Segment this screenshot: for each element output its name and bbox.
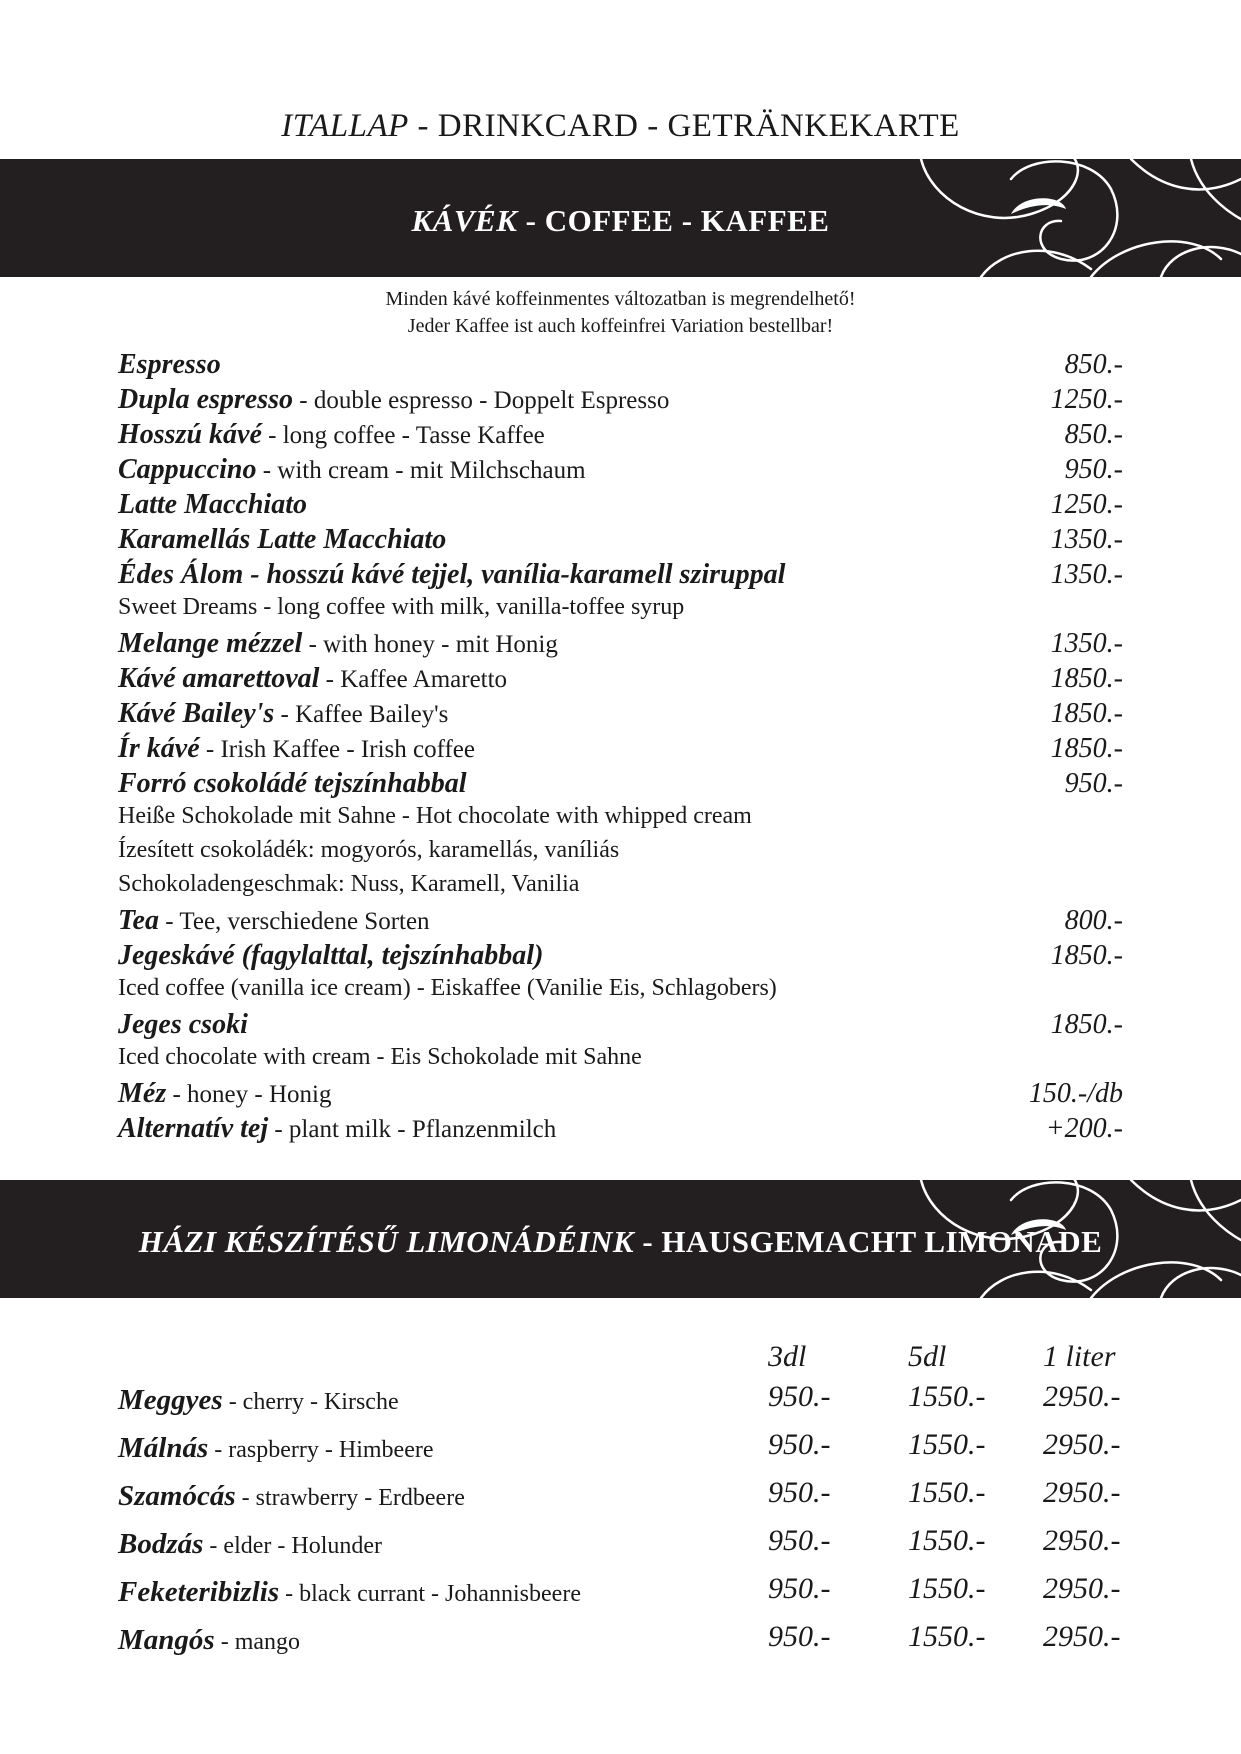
menu-item [118, 905, 1123, 940]
menu-item-price: 950.- [1064, 768, 1123, 799]
coffee-band-italic: KÁVÉK [411, 203, 518, 238]
menu-item-desc: - double espresso - Doppelt Espresso [293, 387, 670, 414]
menu-item-price: 800.- [1064, 905, 1123, 936]
menu-item [118, 1113, 1123, 1148]
coffee-band-title [0, 203, 1241, 239]
menu-item-label [118, 559, 785, 591]
size-5dl: 5dl [908, 1340, 947, 1373]
menu-item-label [118, 1009, 248, 1041]
menu-item-desc: - plant milk - Pflanzenmilch [268, 1116, 557, 1143]
menu-item-price: 1350.- [1050, 524, 1123, 555]
menu-item [118, 349, 1123, 384]
menu-item-label [118, 905, 430, 937]
menu-item [118, 940, 1123, 975]
lemonade-item-label [118, 1480, 465, 1513]
menu-item-price: 1350.- [1050, 559, 1123, 590]
lemonade-item-label [118, 1528, 382, 1561]
lemonade-price-3dl: 950.- [768, 1572, 831, 1605]
menu-item [118, 1078, 1123, 1113]
menu-item-label [118, 698, 448, 730]
menu-item-label [118, 384, 669, 416]
lemonade-price-1-liter: 2950.- [1043, 1524, 1121, 1557]
menu-item-price: 1350.- [1050, 628, 1123, 659]
lemonade-item-name: Szamócás [118, 1480, 236, 1512]
decaf-note-hu: Minden kávé koffeinmentes változatban is megrendelhető! [385, 288, 856, 310]
lemonade-band [0, 1180, 1241, 1298]
menu-item-subline [118, 1044, 1123, 1078]
menu-item [118, 663, 1123, 698]
menu-item-label [118, 628, 558, 660]
menu-item-price: 1850.- [1050, 940, 1123, 971]
lemonade-price-3dl: 950.- [768, 1428, 831, 1461]
menu-item [118, 559, 1123, 594]
menu-item-label [118, 1113, 556, 1145]
menu-item-price: 1250.- [1050, 489, 1123, 520]
menu-item-desc: - with cream - mit Milchschaum [256, 457, 586, 484]
menu-item [118, 698, 1123, 733]
lemonade-item [118, 1620, 1123, 1668]
menu-item-label [118, 454, 586, 486]
menu-item-desc: - Kaffee Amaretto [319, 666, 508, 693]
lemonade-price-5dl: 1550.- [908, 1476, 986, 1509]
menu-item [118, 489, 1123, 524]
menu-item-desc: - long coffee - Tasse Kaffee [261, 422, 545, 449]
lemonade-item-name: Meggyes [118, 1384, 223, 1416]
lemonade-price-5dl: 1550.- [908, 1620, 986, 1653]
menu-item-price: +200.- [1045, 1113, 1123, 1144]
lemonade-band-italic: HÁZI KÉSZÍTÉSŰ LIMONÁDÉINK [138, 1224, 635, 1259]
lemonade-price-1-liter: 2950.- [1043, 1572, 1121, 1605]
menu-item-price: 1850.- [1050, 663, 1123, 694]
lemonade-item [118, 1572, 1123, 1620]
menu-item-name: Latte Macchiato [118, 489, 307, 520]
menu-item-subline [118, 837, 1123, 871]
lemonade-rows [118, 1380, 1123, 1668]
menu-item-price: 1250.- [1050, 384, 1123, 415]
menu-item-price: 1850.- [1050, 733, 1123, 764]
menu-item-subline [118, 975, 1123, 1009]
menu-item-label [118, 524, 446, 556]
menu-item-name: Cappuccino [118, 454, 257, 485]
size-1-liter: 1 liter [1043, 1340, 1116, 1373]
lemonade-item [118, 1524, 1123, 1572]
menu-item-name: Alternatív tej [118, 1113, 269, 1144]
menu-item-name: Kávé amarettoval [118, 663, 320, 694]
lemonade-band-rest: - HAUSGEMACHT LIMONADE [634, 1224, 1103, 1259]
menu-item-label [118, 940, 543, 972]
menu-item-price: 850.- [1064, 419, 1123, 450]
menu-item-name: Melange mézzel [118, 628, 303, 659]
menu-item-subline [118, 803, 1123, 837]
lemonade-menu [118, 1340, 1123, 1668]
lemonade-item-desc: - elder - Holunder [203, 1533, 383, 1559]
menu-item-name: Kávé Bailey's [118, 698, 275, 729]
menu-item-name: Tea [118, 905, 159, 936]
menu-item-price: 150.-/db [1028, 1078, 1123, 1109]
lemonade-item-desc: - black currant - Johannisbeere [279, 1581, 581, 1607]
menu-item [118, 419, 1123, 454]
menu-item [118, 1009, 1123, 1044]
lemonade-item [118, 1428, 1123, 1476]
menu-item-subline-text: Sweet Dreams - long coffee with milk, vanilla-toffee syrup [118, 594, 685, 620]
menu-item-name: Hosszú kávé [118, 419, 262, 450]
menu-item [118, 524, 1123, 559]
lemonade-item-label [118, 1624, 300, 1657]
menu-item-price: 850.- [1064, 349, 1123, 380]
menu-item-name: Édes Álom - hosszú kávé tejjel, vanília-karamell sziruppal [118, 559, 786, 590]
menu-item-subline-text: Schokoladengeschmak: Nuss, Karamell, Vanilia [118, 871, 580, 897]
lemonade-item-label [118, 1384, 399, 1417]
menu-item-label [118, 733, 475, 765]
lemonade-item [118, 1476, 1123, 1524]
menu-item-label [118, 349, 221, 381]
menu-item-desc: - Irish Kaffee - Irish coffee [199, 736, 475, 763]
menu-item-desc: - Tee, verschiedene Sorten [158, 908, 430, 935]
lemonade-item-name: Mangós [118, 1624, 215, 1656]
lemonade-price-1-liter: 2950.- [1043, 1476, 1121, 1509]
menu-item-name: Jeges csoki [118, 1009, 248, 1040]
menu-item-name: Dupla espresso [118, 384, 294, 415]
lemonade-item-name: Feketeribizlis [118, 1576, 280, 1608]
lemonade-item-desc: - strawberry - Erdbeere [235, 1485, 465, 1511]
menu-item-label [118, 663, 507, 695]
menu-item-label [118, 489, 307, 521]
menu-item-name: Espresso [118, 349, 221, 380]
lemonade-price-1-liter: 2950.- [1043, 1380, 1121, 1413]
lemonade-item-desc: - mango [214, 1629, 301, 1655]
menu-item-subline-text: Heiße Schokolade mit Sahne - Hot chocolate with whipped cream [118, 803, 752, 829]
lemonade-size-header [118, 1340, 1123, 1380]
lemonade-band-title [0, 1224, 1241, 1260]
menu-item [118, 733, 1123, 768]
lemonade-item-name: Bodzás [118, 1528, 204, 1560]
menu-item [118, 384, 1123, 419]
coffee-band-rest: - COFFEE - KAFFEE [517, 203, 830, 238]
menu-item-subline [118, 871, 1123, 905]
menu-item-label [118, 1078, 331, 1110]
menu-item-desc: - Kaffee Bailey's [274, 701, 449, 728]
lemonade-price-3dl: 950.- [768, 1380, 831, 1413]
menu-item-subline [118, 594, 1123, 628]
lemonade-price-3dl: 950.- [768, 1476, 831, 1509]
lemonade-price-5dl: 1550.- [908, 1572, 986, 1605]
menu-item-name: Méz [118, 1078, 167, 1109]
menu-item-price: 950.- [1064, 454, 1123, 485]
menu-item-desc: - with honey - mit Honig [302, 631, 558, 658]
lemonade-item-label [118, 1432, 434, 1465]
menu-item-subline-text: Ízesített csokoládék: mogyorós, karamellás, vaníliás [118, 837, 620, 863]
menu-item [118, 454, 1123, 489]
lemonade-price-1-liter: 2950.- [1043, 1428, 1121, 1461]
lemonade-item-desc: - cherry - Kirsche [222, 1389, 399, 1415]
decaf-note-de: Jeder Kaffee ist auch koffeinfrei Variation bestellbar! [407, 315, 834, 337]
menu-item-name: Ír kávé [118, 733, 200, 764]
menu-item-price: 1850.- [1050, 698, 1123, 729]
lemonade-item-desc: - raspberry - Himbeere [208, 1437, 434, 1463]
menu-item-name: Jegeskávé (fagylalttal, tejszínhabbal) [118, 940, 544, 971]
menu-item-subline-text: Iced coffee (vanilla ice cream) - Eiskaffee (Vanilie Eis, Schlagobers) [118, 975, 777, 1001]
lemonade-price-3dl: 950.- [768, 1524, 831, 1557]
lemonade-price-3dl: 950.- [768, 1620, 831, 1653]
menu-item-label [118, 768, 466, 800]
coffee-menu [118, 349, 1123, 1148]
lemonade-price-5dl: 1550.- [908, 1428, 986, 1461]
lemonade-item [118, 1380, 1123, 1428]
menu-item [118, 768, 1123, 803]
size-3dl: 3dl [768, 1340, 807, 1373]
menu-item-name: Karamellás Latte Macchiato [118, 524, 447, 555]
lemonade-item-label [118, 1576, 581, 1609]
menu-item [118, 628, 1123, 663]
lemonade-price-1-liter: 2950.- [1043, 1620, 1121, 1653]
decaf-notes [0, 286, 1241, 340]
page-title-italic: ITALLAP [281, 108, 409, 144]
menu-item-subline-text: Iced chocolate with cream - Eis Schokolade mit Sahne [118, 1044, 642, 1070]
menu-item-price: 1850.- [1050, 1009, 1123, 1040]
menu-item-label [118, 419, 545, 451]
menu-item-desc: - honey - Honig [166, 1081, 332, 1108]
lemonade-price-5dl: 1550.- [908, 1524, 986, 1557]
coffee-band [0, 159, 1241, 277]
page-title-rest: - DRINKCARD - GETRÄNKEKARTE [408, 108, 960, 144]
lemonade-price-5dl: 1550.- [908, 1380, 986, 1413]
page-title [0, 108, 1241, 145]
lemonade-item-name: Málnás [118, 1432, 209, 1464]
menu-item-name: Forró csokoládé tejszínhabbal [118, 768, 467, 799]
